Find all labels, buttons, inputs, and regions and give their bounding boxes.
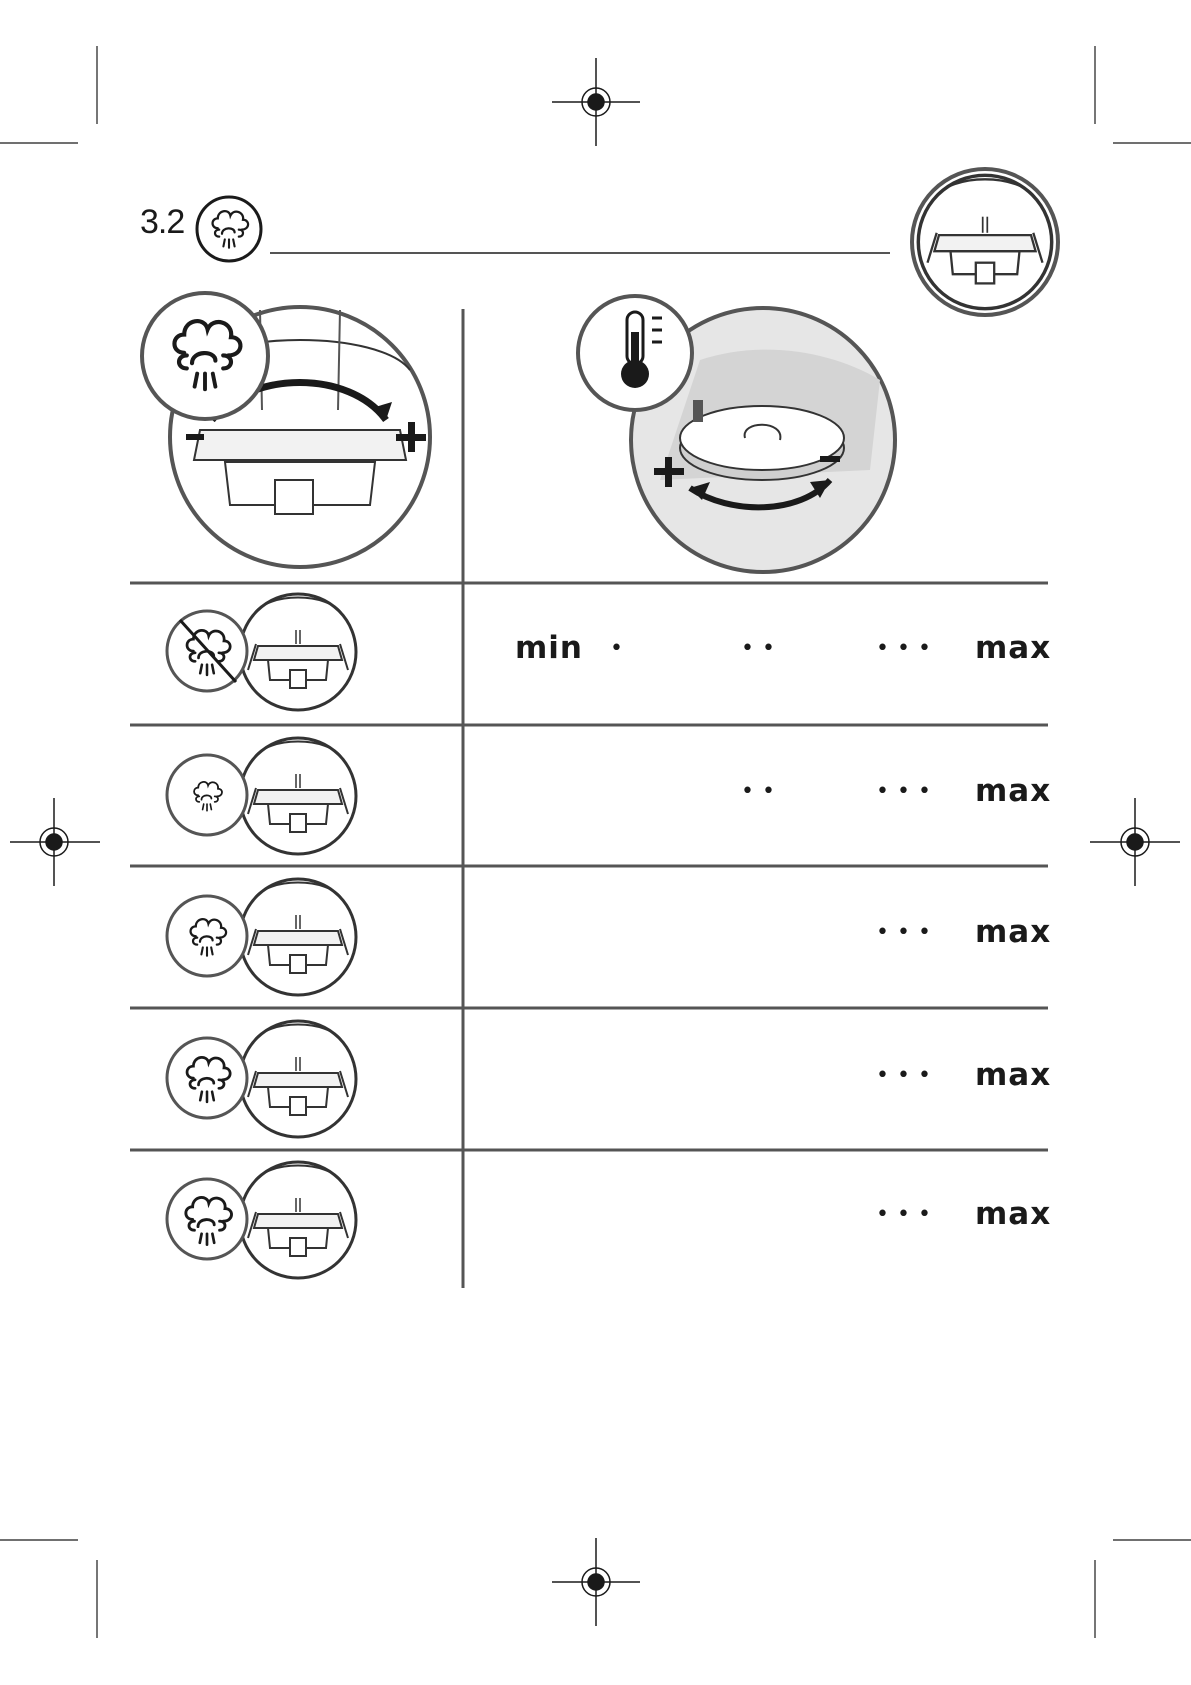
- row-3-max: max: [975, 914, 1052, 950]
- row-4-dot-3: •••: [876, 1063, 939, 1088]
- row-2-dot-2: ••: [741, 779, 783, 804]
- row-1-dot-2: ••: [741, 636, 783, 661]
- row-1-dot-3: •••: [876, 636, 939, 661]
- row-1-min: min: [515, 630, 583, 666]
- section-number: 3.2: [140, 203, 185, 241]
- row-1-max: max: [975, 630, 1052, 666]
- row-1-dot-1: •: [610, 636, 631, 661]
- row-4-iron: [167, 1021, 356, 1137]
- thermostat-illustration: [578, 296, 895, 572]
- row-3-iron: [167, 879, 356, 995]
- row-2-max: max: [975, 773, 1052, 809]
- registration-mark-right: [1090, 798, 1180, 886]
- steam-dial-illustration: [142, 293, 430, 567]
- row-5-max: max: [975, 1196, 1052, 1232]
- registration-mark-bottom: [552, 1538, 640, 1626]
- row-1-iron: [167, 594, 356, 710]
- header-iron-illustration: [912, 169, 1058, 315]
- row-2-dot-3: •••: [876, 779, 939, 804]
- registration-mark-left: [10, 798, 100, 886]
- registration-mark-top: [552, 58, 640, 146]
- row-5-dot-3: •••: [876, 1202, 939, 1227]
- row-3-dot-3: •••: [876, 920, 939, 945]
- section-steam-icon: [197, 197, 261, 261]
- row-4-max: max: [975, 1057, 1052, 1093]
- row-5-iron: [167, 1162, 356, 1278]
- row-2-iron: [167, 738, 356, 854]
